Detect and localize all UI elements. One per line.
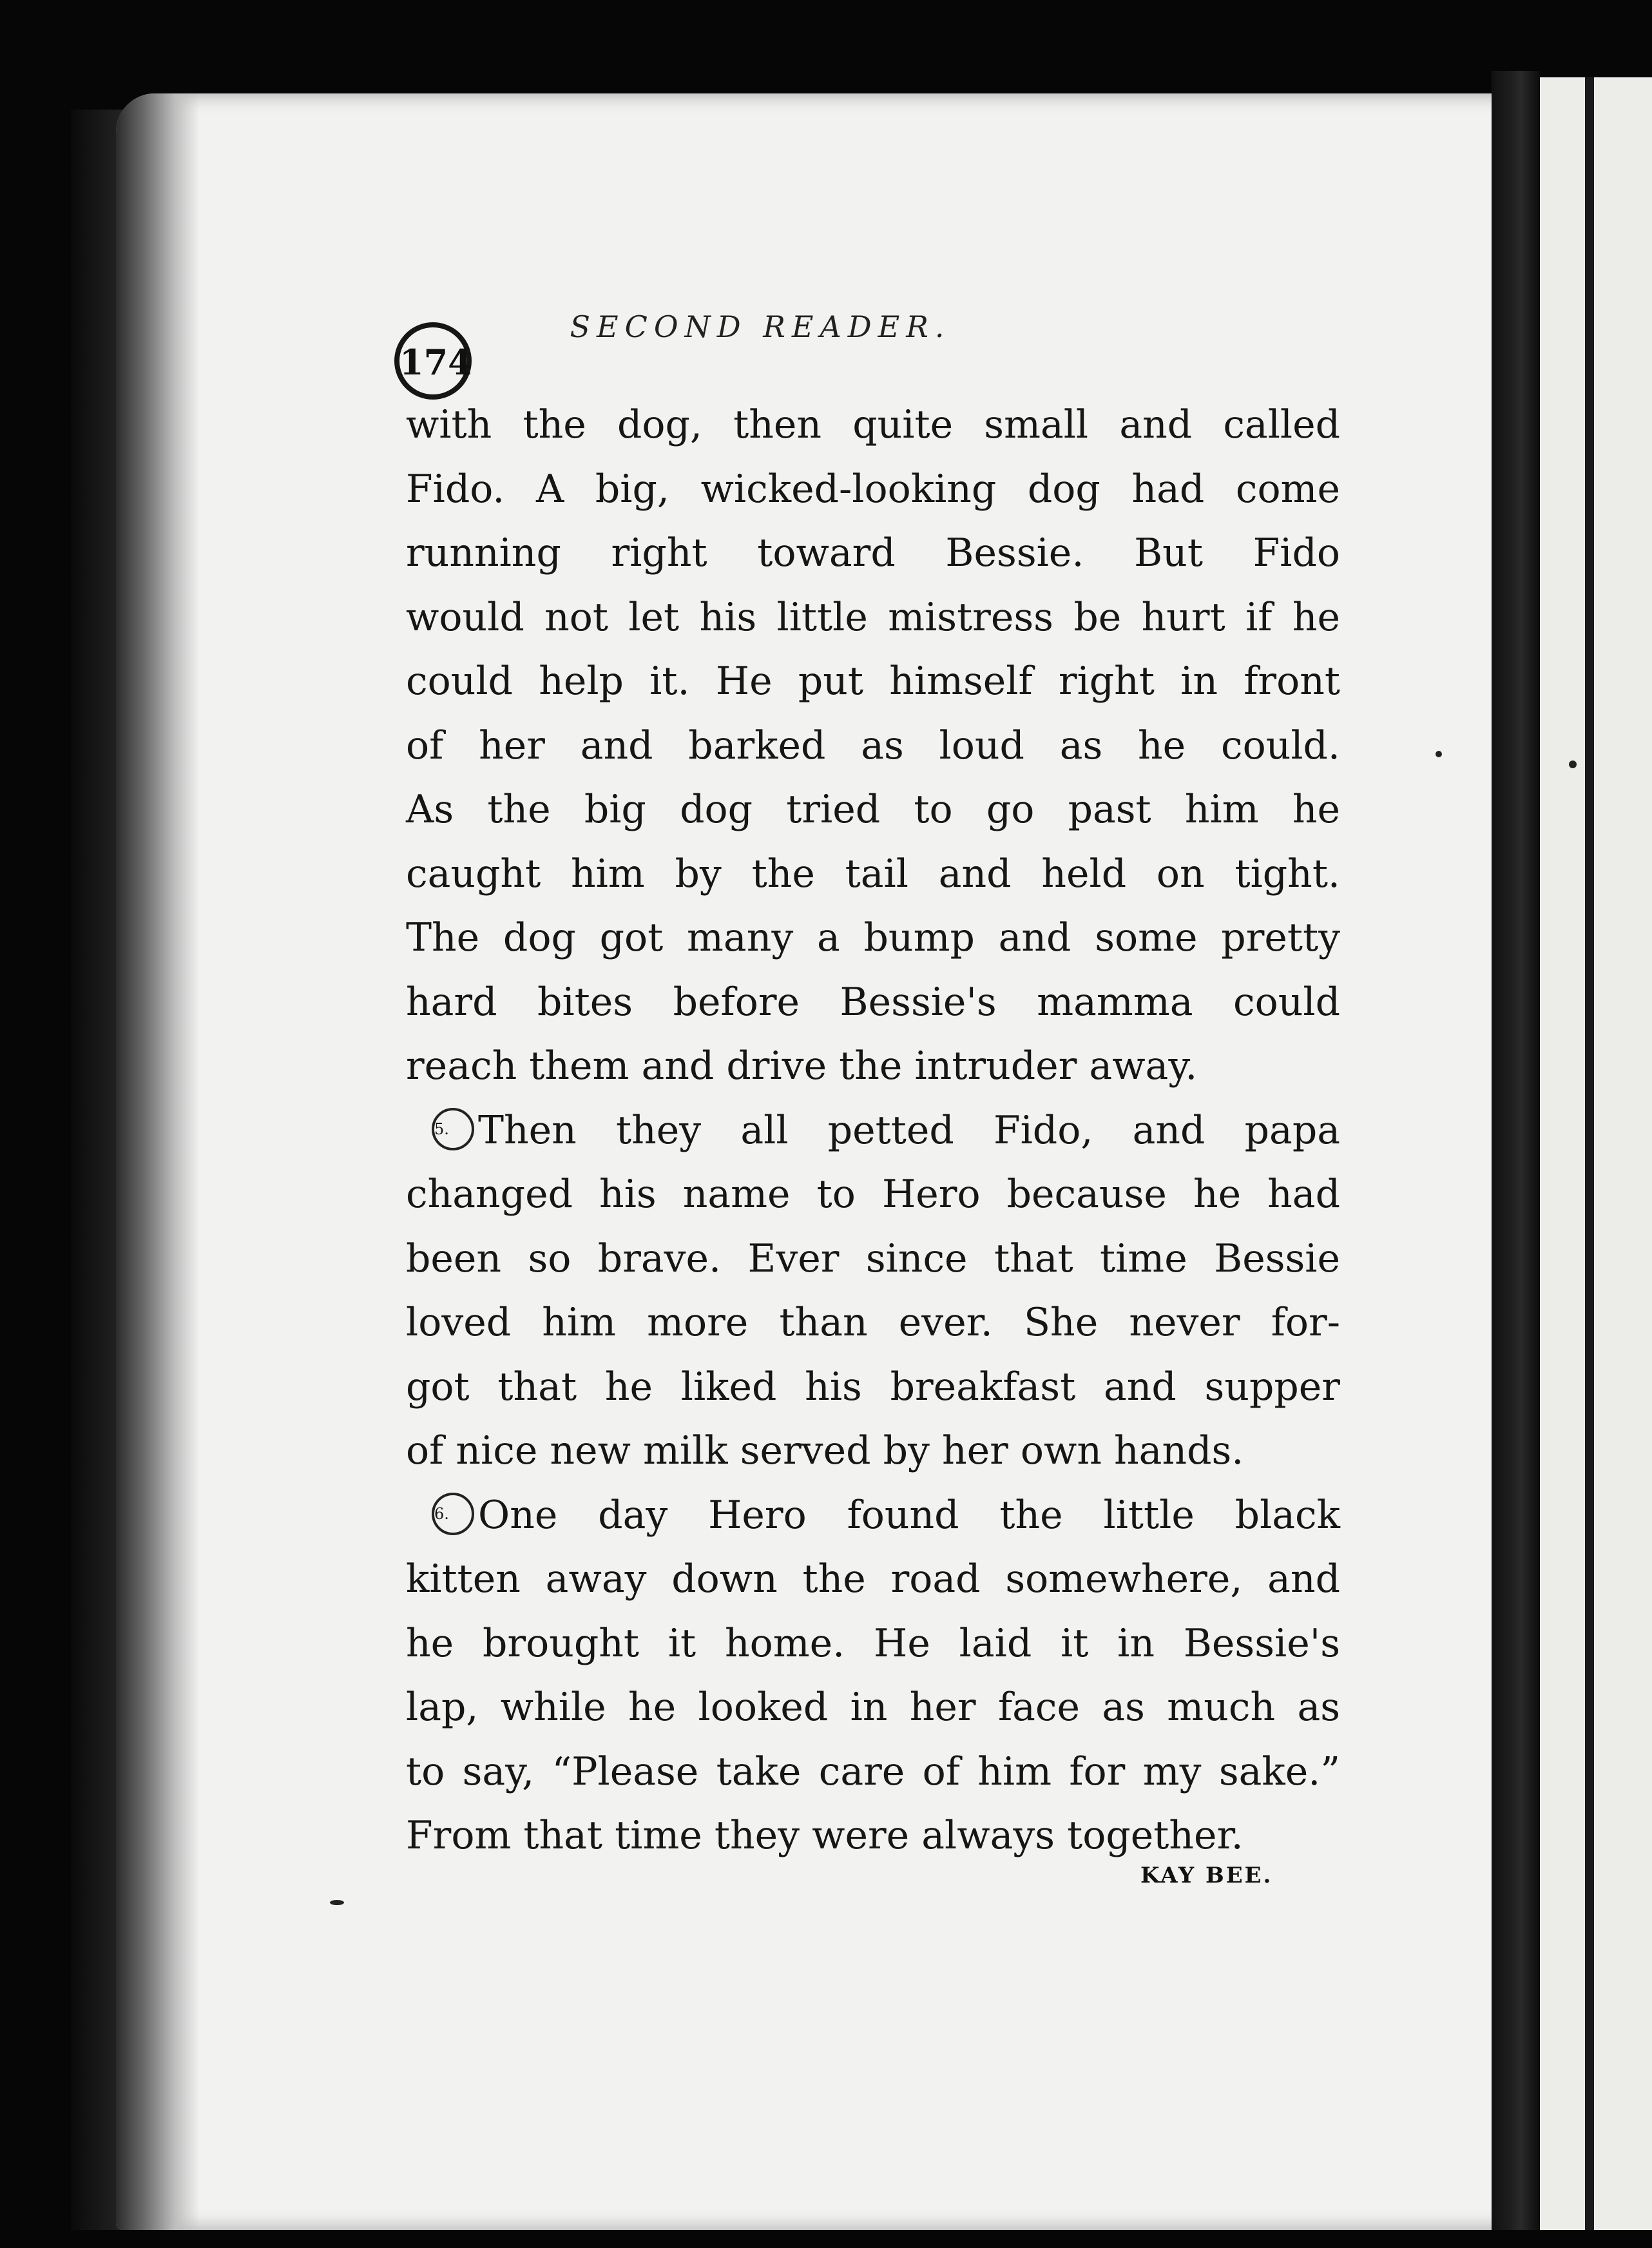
text-line: of nice new milk served by her own hands. (406, 1428, 1244, 1473)
ink-speck (330, 1900, 344, 1905)
text-line: One day Hero found the little black (478, 1492, 1340, 1538)
facing-page-edge (1540, 77, 1652, 2230)
text-line: From that time they were always together. (406, 1813, 1244, 1858)
text-line: reach them and drive the intruder away. (406, 1043, 1198, 1089)
text-line: got that he liked his breakfast and supper (406, 1364, 1340, 1410)
text-line: would not let his little mistress be hurt if he (406, 594, 1340, 640)
text-line: caught him by the tail and held on tight. (406, 851, 1340, 896)
book-gutter (1492, 71, 1540, 2230)
running-title: SECOND READER. (570, 309, 951, 344)
paragraph-number-6: 6. (432, 1493, 474, 1535)
ink-speck (1569, 761, 1577, 768)
text-line: of her and barked as loud as he could. (406, 722, 1340, 768)
facing-page-rule (1585, 77, 1594, 2230)
text-line: As the big dog tried to go past him he (406, 787, 1340, 832)
text-line: could help it. He put himself right in front (406, 659, 1340, 704)
text-line: Then they all petted Fido, and papa (478, 1107, 1340, 1153)
paragraph-6-first-line (406, 1484, 1340, 1548)
text-line: with the dog, then quite small and called (406, 402, 1340, 447)
page-number: 174 (399, 342, 472, 383)
text-line: to say, “Please take care of him for my sake.” (406, 1749, 1340, 1794)
ink-speck (1436, 751, 1442, 757)
text-line: loved him more than ever. She never for- (406, 1300, 1340, 1345)
text-line: been so brave. Ever since that time Bessie (406, 1235, 1340, 1281)
text-line: he brought it home. He laid it in Bessie's (406, 1620, 1340, 1666)
text-line: changed his name to Hero because he had (406, 1172, 1340, 1217)
page-edge-shadow (116, 93, 200, 2230)
text-line: Fido. A big, wicked-looking dog had come (406, 466, 1340, 512)
text-line: The dog got many a bump and some pretty (406, 915, 1340, 960)
paragraph-number-5: 5. (432, 1108, 474, 1150)
author-signature: KAY BEE. (1140, 1863, 1273, 1888)
text-line: running right toward Bessie. But Fido (406, 530, 1340, 576)
paragraph-5-first-line (406, 1099, 1340, 1163)
body-text (406, 393, 1340, 1868)
text-line: hard bites before Bessie's mamma could (406, 979, 1340, 1025)
text-line: kitten away down the road somewhere, and (406, 1556, 1340, 1602)
text-line: lap, while he looked in her face as much as (406, 1685, 1340, 1730)
